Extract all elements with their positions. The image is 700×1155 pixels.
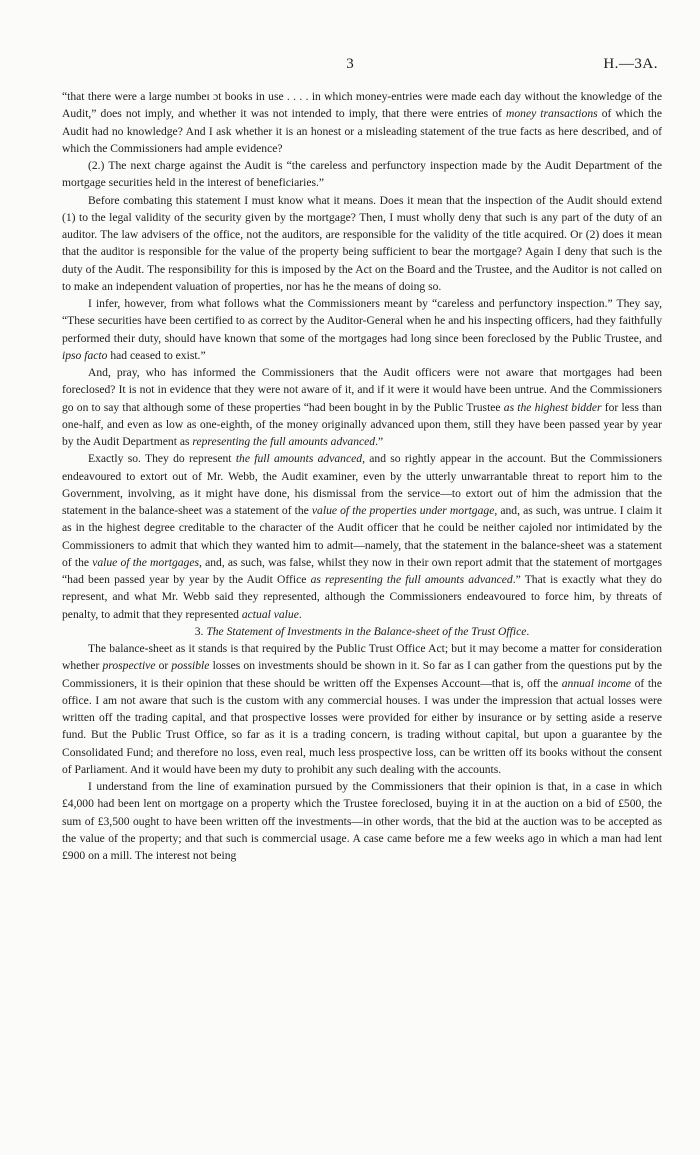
- text-run: of which the Audit had no knowledge? And I ask whether it is an honest or a misleading statement of the true facts as here described, and of which the Commissioners had ample evidence?: [62, 107, 662, 155]
- document-reference: H.—3A.: [603, 56, 658, 72]
- paragraph: [62, 88, 662, 157]
- italic-text: possible: [171, 659, 210, 673]
- text-run: .” That is exactly what they do represent, and what Mr. Webb said they represented, although the Commissioners endeavoured to force him, by threats of penalty, to admit that they represented: [62, 573, 662, 621]
- paragraph: [62, 157, 662, 192]
- italic-text: actual value: [241, 607, 299, 621]
- paragraph: [62, 450, 662, 623]
- italic-text: representing the full amounts advanced: [192, 435, 376, 448]
- text-run: of the office. I am not aware that such is the custom with any commercial houses. I was under the impression that actual losses were written off the trading capital, and that prospective losses were provided for either by insurance or by setting aside a reserve fund. But the Public Trust Office, so far as it is a trading concern, is trading without capital, but upon a guarantee by the Consolidated Fund; and therefore no loss, even real, much less prospective loss, can be written off its books without the consent of Parliament. And it would have been my duty to prohibit any such dealing with the accounts.: [62, 676, 662, 776]
- italic-text: as representing the full amounts advanced: [310, 573, 513, 586]
- italic-text: value of the mortgages: [92, 555, 199, 569]
- paragraph: [62, 778, 662, 864]
- text-run: had ceased to exist.”: [107, 348, 206, 362]
- section-heading: [62, 623, 662, 640]
- text-run: .: [298, 607, 302, 621]
- text-run: for less than one-half, and even as low as one-eighth, of the money originally advanced upon them, still they have been passed year by year by the Audit Department as: [62, 400, 662, 448]
- text-run: .”: [375, 435, 384, 448]
- text-run: “that there were a large numbeɪ ɔt books in use . . . . in which money-entries were made each day without the knowledge of the Audit,” does not imply, and whether it was not intended to imply, that there were entries of: [62, 90, 662, 121]
- page-number: 3: [346, 56, 354, 72]
- text-run: And, pray, who has informed the Commissioners that the Audit officers were not aware that mortgages had been foreclosed? It is not in evidence that they were not aware of it, and if it were it would have been untrue. And the Commissioners go on to say that although some of these properties “had been bought in by the Public Trustee: [62, 366, 662, 414]
- text-run: (2.) The next charge against the Audit is “the careless and perfunctory inspection made by the Audit Department of the mortgage securities held in the interest of beneficiaries.”: [62, 159, 662, 190]
- text-run: Exactly so. They do represent: [88, 452, 236, 466]
- paragraph: [62, 364, 662, 450]
- text-run: I understand from the line of examination pursued by the Commissioners that their opinion is that, in a case in which £4,000 had been lent on mortgage on a property which the Trustee foreclosed, buying it in at the auction on a bid of £500, the sum of £3,500 ought to have been written off the investments—in other words, that the bid at the auction was to be accepted as the value of the property; and that such is commercial usage. A case came before me a few weeks ago in which a man had lent £900 on a mill. The interest not being: [62, 780, 662, 862]
- text-run: or: [155, 659, 172, 673]
- text-run: losses on investments should be shown in it. So far as I can gather from the questions put by the Commissioners, it is their opinion that these should be written off the Expenses Account—that is, off the: [62, 659, 662, 690]
- text-run: , and so rightly appear in the account. But the Commissioners endeavoured to extort out of Mr. Webb, the Audit examiner, even by the utterly unwarrantable threat to report him to the Government, involving, as it might have done, his dismissal from the service—to extort out of him the admission that the statement in the balance-sheet was a statement of the: [62, 452, 662, 517]
- text-run: I infer, however, from what follows what the Commissioners meant by “careless and perfunctory inspection.” They say, “These securities have been certified to as correct by the Auditor-General when he and his inspecting officers, had they faithfully performed their duty, should have known that some of the mortgages had long since been foreclosed by the Public Trustee, and: [62, 297, 662, 345]
- italic-text: prospective: [102, 659, 156, 673]
- text-run: Before combating this statement I must know what it means. Does it mean that the inspection of the Audit should extend (1) to the legal validity of the security given by the mortgage? Then, I must wholly deny that such is any part of the duty of an auditor. The law advisers of the office, not the auditors, are responsible for the validity of the title acquired. Or (2) does it mean that the auditor is responsible for the value of the property being sufficient to bear the mortgage? Again I deny that such is the duty of the Audit. The responsibility for this is imposed by the Act on the Board and the Trustee, and the Auditor is not called on to make an independent valuation of properties, nor has he the means of doing so.: [62, 193, 662, 293]
- italic-text: money transactions: [505, 107, 598, 121]
- italic-text: annual income: [561, 676, 631, 690]
- italic-text: the full amounts advanced: [235, 452, 363, 466]
- text-run: , and, as such, was false, whilst they now in their own report admit that the statement of mortgages “had been passed year by year by the Audit Office: [62, 555, 662, 586]
- text-run: 3.: [194, 624, 207, 638]
- text-run: The balance-sheet as it stands is that required by the Public Trust Office Act; but it may become a matter for consideration whether: [62, 642, 662, 673]
- text-run: , and, as such, was untrue. I claim it as in the highest degree creditable to the character of the Audit officer that he could be neither cajoled nor intimidated by the Commissioners to admit that which they wanted him to admit—namely, that the statement in the balance-sheet was a statement of the: [62, 504, 663, 569]
- italic-text: The Statement of Investments in the Balance-sheet of the Trust Office: [206, 624, 527, 638]
- paragraph: [62, 295, 662, 364]
- italic-text: as the highest bidder: [503, 400, 602, 414]
- paragraph: [62, 192, 662, 296]
- italic-text: ipso facto: [62, 348, 108, 362]
- paragraph: [62, 640, 662, 778]
- text-run: .: [526, 624, 530, 638]
- body-text: [62, 88, 662, 864]
- italic-text: value of the properties under mortgage: [311, 504, 495, 517]
